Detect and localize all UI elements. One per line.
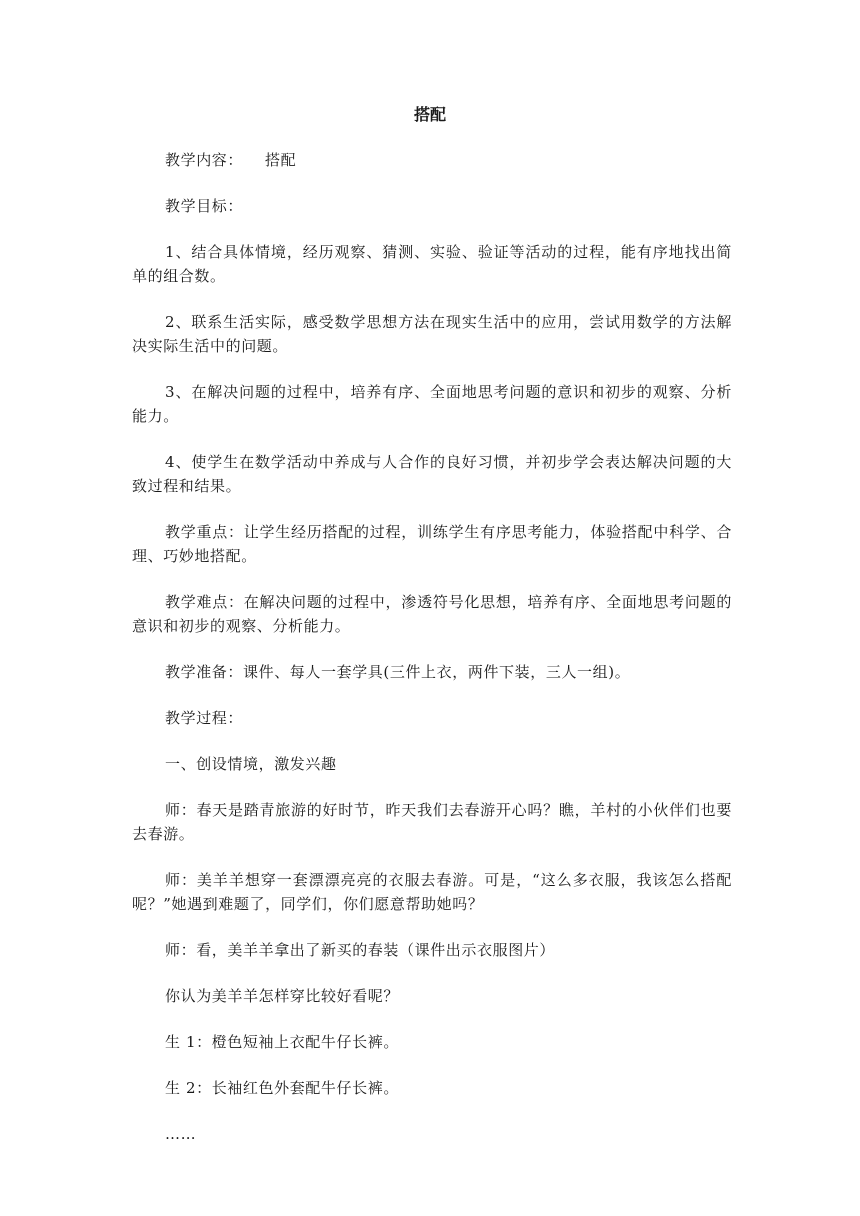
paragraph: 2、联系生活实际，感受数学思想方法在现实生活中的应用，尝试用数学的方法解决实际生活中的问题。 [132, 313, 732, 355]
paragraph: 教学准备：课件、每人一套学具(三件上衣，两件下装，三人一组)。 [165, 663, 631, 681]
paragraph: 师：美羊羊想穿一套漂漂亮亮的衣服去春游。可是，“这么多衣服，我该怎么搭配呢？”她遇到难题了，同学们，你们愿意帮助她吗？ [132, 871, 732, 913]
paragraph: 师：看，美羊羊拿出了新买的春装（课件出示衣服图片） [165, 941, 556, 959]
teaching-content-value: 搭配 [265, 151, 297, 169]
paragraph: 教学重点：让学生经历搭配的过程，训练学生有序思考能力，体验搭配中科学、合理、巧妙地搭配。 [132, 523, 732, 565]
paragraph: 你认为美羊羊怎样穿比较好看呢？ [165, 987, 400, 1005]
teaching-content-line [132, 148, 732, 172]
paragraph: 1、结合具体情境，经历观察、猜测、实验、验证等活动的过程，能有序地找出简单的组合数。 [132, 243, 732, 285]
paragraph: 教学难点：在解决问题的过程中，渗透符号化思想，培养有序、全面地思考问题的意识和初步的观察、分析能力。 [132, 593, 732, 635]
paragraph: 一、创设情境，激发兴趣 [165, 755, 337, 773]
paragraph: 教学目标： [165, 197, 244, 215]
document-title: 搭配 [413, 105, 446, 124]
paragraph: 师：春天是踏青旅游的好时节，昨天我们去春游开心吗？瞧，羊村的小伙伴们也要去春游。 [132, 801, 732, 843]
teaching-content-label: 教学内容： [165, 151, 244, 169]
paragraph: 3、在解决问题的过程中，培养有序、全面地思考问题的意识和初步的观察、分析能力。 [132, 383, 732, 425]
paragraph: 生 2：长袖红色外套配牛仔长裤。 [165, 1079, 399, 1097]
paragraph: 4、使学生在数学活动中养成与人合作的良好习惯，并初步学会表达解决问题的大致过程和结果。 [132, 453, 732, 495]
paragraph: 教学过程： [165, 709, 244, 727]
paragraph: …… [165, 1125, 197, 1143]
paragraph: 生 1：橙色短袖上衣配牛仔长裤。 [165, 1033, 399, 1051]
document-body [132, 148, 732, 1168]
